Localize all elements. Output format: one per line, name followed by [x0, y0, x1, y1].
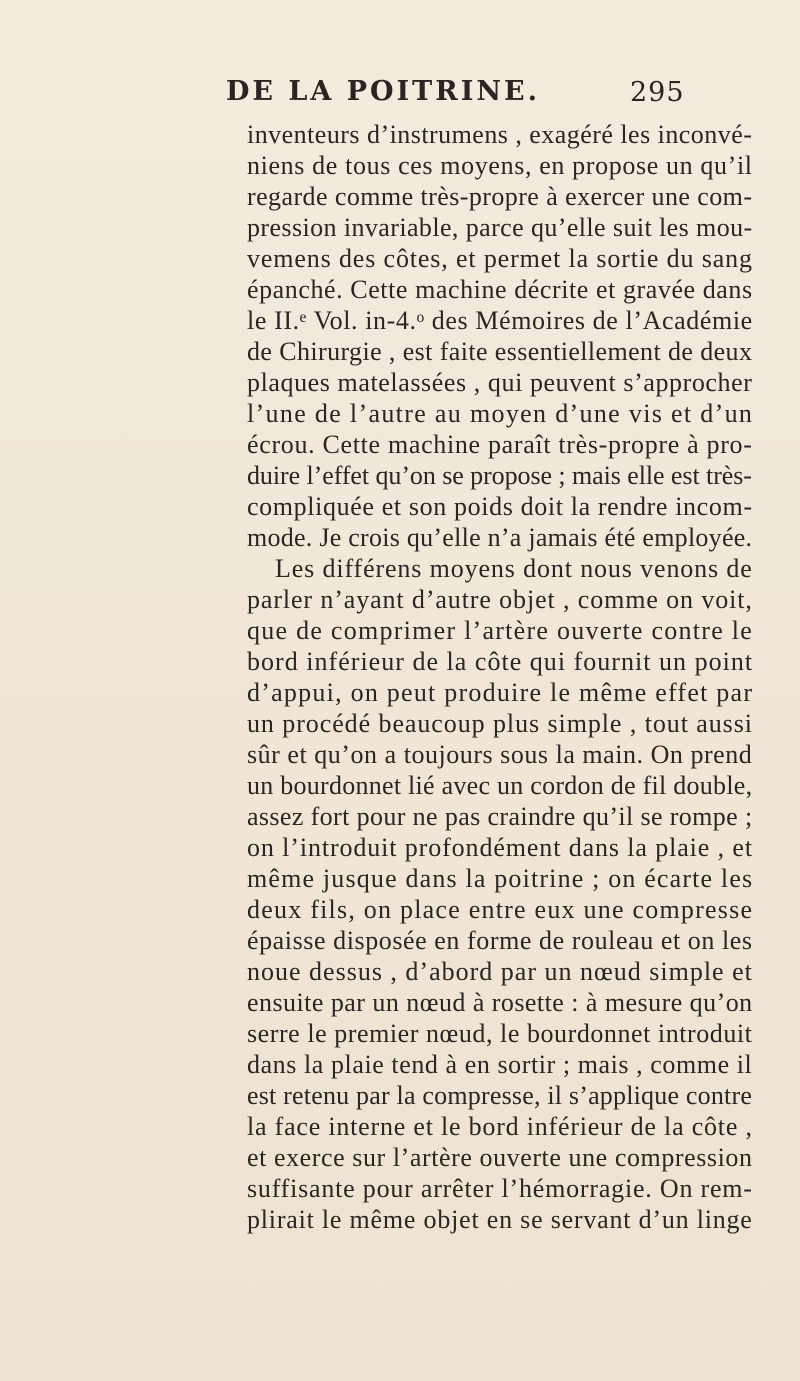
text-line: regarde comme très-propre à exercer une com-	[247, 182, 753, 211]
text-line: de Chirurgie , est faite essentiellement de deux	[247, 337, 753, 366]
text-line: suffisante pour arrêter l’hémorragie. On rem-	[247, 1174, 753, 1203]
text-line: pression invariable, parce qu’elle suit les mou-	[247, 213, 753, 242]
text-line: dans la plaie tend à en sortir ; mais , comme il	[247, 1050, 753, 1079]
text-line: niens de tous ces moyens, en propose un qu’il	[247, 151, 753, 180]
text-line: d’appui, on peut produire le même effet par	[247, 678, 754, 707]
text-line: l’une de l’autre au moyen d’une vis et d’un	[247, 399, 754, 428]
text-line: noue dessus , d’abord par un nœud simple et	[247, 957, 753, 986]
text-line: plirait le même objet en se servant d’un linge	[247, 1205, 753, 1234]
text-line: la face interne et le bord inférieur de la côte ,	[247, 1112, 753, 1141]
text-line: assez fort pour ne pas craindre qu’il se rompe ;	[247, 802, 753, 831]
text-line: compliquée et son poids doit la rendre incom-	[247, 492, 753, 521]
text-line: ensuite par un nœud à rosette : à mesure qu’on	[247, 988, 753, 1017]
text-line: un bourdonnet lié avec un cordon de fil double,	[247, 771, 753, 800]
paragraph-start-line: Les différens moyens dont nous venons de	[275, 554, 753, 583]
text-line: le II.ᵉ Vol. in-4.ᵒ des Mémoires de l’Académie	[247, 306, 753, 335]
text-line: parler n’ayant d’autre objet , comme on voit,	[247, 585, 753, 614]
text-line: sûr et qu’on a toujours sous la main. On prend	[247, 740, 753, 769]
text-line: deux fils, on place entre eux une compresse	[247, 895, 754, 924]
text-line: mode. Je crois qu’elle n’a jamais été employée.	[247, 523, 753, 552]
text-line: un procédé beaucoup plus simple , tout aussi	[247, 709, 753, 738]
text-line: épaisse disposée en forme de rouleau et on les	[247, 926, 753, 955]
text-line: vemens des côtes, et permet la sortie du sang	[247, 244, 753, 273]
text-line: inventeurs d’instrumens , exagéré les inconvé-	[247, 120, 753, 149]
text-line: bord inférieur de la côte qui fournit un point	[247, 647, 754, 676]
running-head: DE LA POITRINE.	[226, 76, 540, 107]
text-line: on l’introduit profondément dans la plaie , et	[247, 833, 753, 862]
text-line: et exerce sur l’artère ouverte une compression	[247, 1143, 753, 1172]
text-line: épanché. Cette machine décrite et gravée dans	[247, 275, 753, 304]
text-line: est retenu par la compresse, il s’applique contre	[247, 1081, 753, 1110]
text-line: serre le premier nœud, le bourdonnet introduit	[247, 1019, 753, 1048]
page-header	[0, 76, 800, 116]
text-line: duire l’effet qu’on se propose ; mais elle est très-	[247, 461, 752, 490]
text-line: même jusque dans la poitrine ; on écarte les	[247, 864, 754, 893]
page-number: 295	[630, 77, 685, 108]
text-line: écrou. Cette machine paraît très-propre à pro-	[247, 430, 753, 459]
text-line: que de comprimer l’artère ouverte contre le	[247, 616, 754, 645]
text-line: plaques matelassées , qui peuvent s’approcher	[247, 368, 753, 397]
